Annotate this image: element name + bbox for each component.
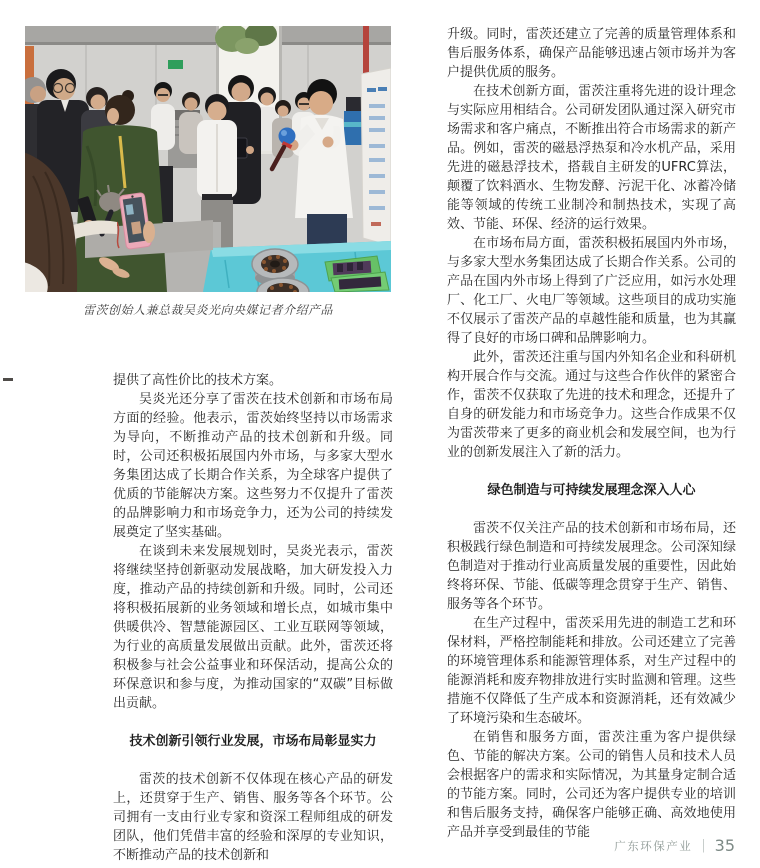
article-photo-figure <box>25 26 391 318</box>
binding-mark <box>3 378 13 381</box>
paragraph: 雷茨不仅关注产品的技术创新和市场布局，还积极践行绿色制造和可持续发展理念。公司深知绿色制造对于推动行业高质量发展的重要性，因此始终将环保、节能、低碳等理念贯穿于生产、销售、服务等各个环节。 <box>447 521 736 612</box>
factory-scene-illustration <box>25 26 391 292</box>
paragraph: 升级。同时，雷茨还建立了完善的质量管理体系和售后服务体系，确保产品能够迅速占领市场并为客户提供优质的服务。 <box>447 27 736 80</box>
page-footer <box>614 836 735 855</box>
footer-separator: | <box>701 838 706 853</box>
right-column <box>447 25 736 842</box>
paragraph: 在技术创新方面，雷茨注重将先进的设计理念与实际应用相结合。公司研发团队通过深入研究市场需求和客户痛点，不断推出符合市场需求的新产品。例如，雷茨的磁悬浮热泵和冷水机产品，采用先进的磁悬浮技术，搭载自主研发的UFRC算法，颠覆了饮料酒水、生物发酵、污泥干化、冰蓄冷储能等领域的传统工业制冷和制热技术，实现了高效、节能、环保、经济的运行效果。 <box>447 84 736 232</box>
article-photo <box>25 26 391 292</box>
product-table <box>203 241 391 292</box>
left-column <box>113 371 393 865</box>
journal-name: 广东环保产业 <box>614 838 693 853</box>
photo-caption: 雷茨创始人兼总裁吴炎光向央媒记者介绍产品 <box>82 303 333 317</box>
paragraph: 提供了高性价比的技术方案。 <box>113 373 283 388</box>
paragraph: 此外，雷茨还注重与国内外知名企业和科研机构开展合作与交流。通过与这些合作伙伴的紧密合作，雷茨不仅获取了先进的技术和理念，还提升了自身的研发能力和市场竞争力。这些合作成果不仅为雷茨带来了更多的商业机会和发展空间，也为行业的创新发展注入了新的活力。 <box>447 350 736 460</box>
display-board <box>361 68 391 246</box>
paragraph: 在生产过程中，雷茨采用先进的制造工艺和环保材料，严格控制能耗和排放。公司还建立了完善的环境管理体系和能源管理体系，对生产过程中的能源消耗和废弃物排放进行实时监测和管理。这些措施不仅降低了生产成本和资源消耗，还有效减少了环境污染和生态破坏。 <box>447 616 736 726</box>
paragraph: 吴炎光还分享了雷茨在技术创新和市场布局方面的经验。他表示，雷茨始终坚持以市场需求为导向，不断推动产品的技术创新和升级。同时，公司还积极拓展国内外市场，与多家大型水务集团达成了长期合作关系，为全球客户提供了优质的节能解决方案。这些努力不仅提升了雷茨的品牌影响力和市场竞争力，还为公司的持续发展奠定了坚实基础。 <box>113 392 393 540</box>
section-heading: 绿色制造与可持续发展理念深入人心 <box>487 483 696 498</box>
section-heading: 技术创新引领行业发展，市场布局彰显实力 <box>129 734 377 749</box>
paragraph: 雷茨的技术创新不仅体现在核心产品的研发上，还贯穿于生产、销售、服务等各个环节。公司拥有一支由行业专家和资深工程师组成的研发团队，他们凭借丰富的经验和深厚的专业知识，不断推动产品的技术创新和 <box>113 772 393 863</box>
paragraph: 在销售和服务方面，雷茨注重为客户提供绿色、节能的解决方案。公司的销售人员和技术人员会根据客户的需求和实际情况，为其量身定制合适的节能方案。同时，公司还为客户提供专业的培训和售后服务支持，确保客户能够正确、高效地使用产品并享受到最佳的节能 <box>447 730 736 840</box>
page-number: 35 <box>714 836 735 855</box>
paragraph: 在谈到未来发展规划时，吴炎光表示，雷茨将继续坚持创新驱动发展战略，加大研发投入力度，推动产品的持续创新和升级。同时，公司还将积极拓展新的业务领域和增长点，如城市集中供暖供冷、智慧能源园区、工业互联网等领域，为行业的高质量发展做出贡献。此外，雷茨还将积极参与社会公益事业和环保活动，提高公众的环保意识和参与度，为推动国家的“双碳”目标做出贡献。 <box>113 544 393 711</box>
paragraph: 在市场布局方面，雷茨积极拓展国内外市场，与多家大型水务集团达成了长期合作关系。公司的产品在国内外市场上得到了广泛应用，如污水处理厂、化工厂、火电厂等领域。这些项目的成功实施不仅展示了雷茨产品的卓越性能和质量，也为其赢得了良好的市场口碑和品牌影响力。 <box>447 236 736 346</box>
